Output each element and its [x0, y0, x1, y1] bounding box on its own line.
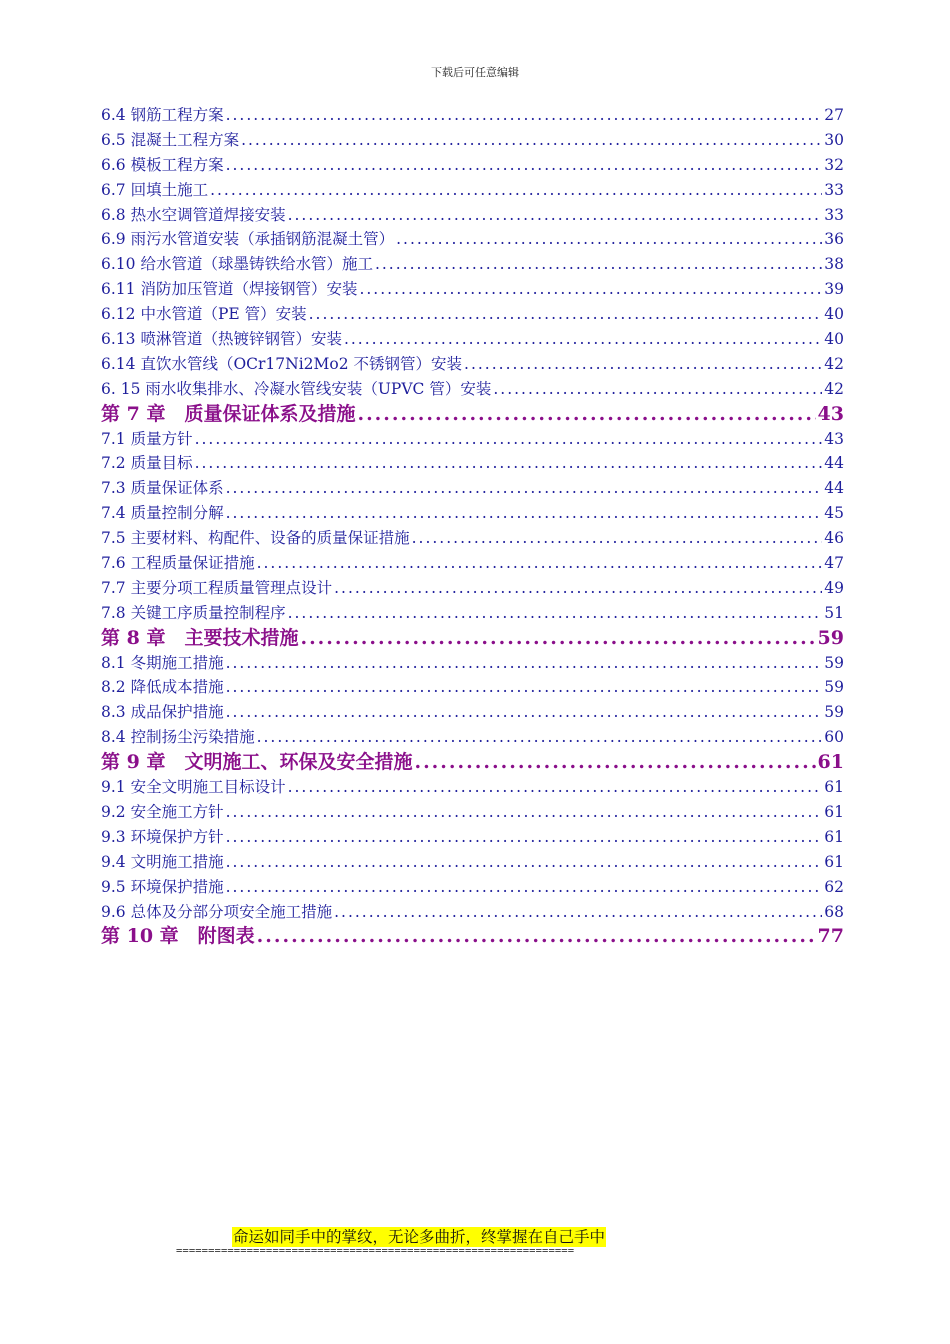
toc-dot-leader — [414, 750, 815, 775]
toc-entry-label: 7.8 关键工序质量控制程序 — [101, 603, 286, 622]
toc-chapter-entry[interactable] — [101, 924, 844, 949]
toc-entry-page-number: 49 — [824, 578, 844, 597]
toc-entry-page-number: 40 — [824, 305, 844, 324]
toc-entry-page-number: 33 — [824, 205, 844, 224]
toc-entry[interactable] — [101, 128, 844, 153]
toc-dot-leader — [334, 900, 822, 925]
toc-dot-leader — [195, 451, 823, 476]
toc-entry[interactable] — [101, 875, 844, 900]
toc-dot-leader — [226, 476, 823, 501]
toc-entry-page-number: 61 — [824, 827, 844, 846]
toc-dot-leader — [195, 427, 823, 452]
toc-dot-leader — [257, 924, 816, 949]
toc-entry-page-number: 51 — [824, 603, 844, 622]
toc-dot-leader — [309, 302, 823, 327]
toc-entry-label: 6.6 模板工程方案 — [101, 155, 224, 174]
toc-entry-page-number: 39 — [824, 280, 844, 299]
toc-dot-leader — [257, 551, 823, 576]
toc-entry-label: 6.5 混凝土工程方案 — [101, 130, 240, 149]
toc-dot-leader — [334, 576, 822, 601]
toc-dot-leader — [226, 103, 823, 128]
toc-dot-leader — [226, 850, 823, 875]
toc-entry[interactable] — [101, 103, 844, 128]
toc-dot-leader — [288, 203, 823, 228]
toc-entry-label: 6. 15 雨水收集排水、冷凝水管线安装（UPVC 管）安装 — [101, 379, 492, 398]
toc-chapter-entry[interactable] — [101, 626, 844, 651]
toc-entry-label: 9.4 文明施工措施 — [101, 852, 224, 871]
toc-entry-page-number: 40 — [824, 330, 844, 349]
toc-dot-leader — [288, 601, 823, 626]
toc-entry[interactable] — [101, 153, 844, 178]
toc-dot-leader — [344, 327, 822, 352]
toc-entry-label: 6.10 给水管道（球墨铸铁给水管）施工 — [101, 255, 373, 274]
toc-entry-label: 8.3 成品保护措施 — [101, 703, 224, 722]
toc-entry-page-number: 61 — [824, 802, 844, 821]
toc-dot-leader — [464, 352, 822, 377]
toc-entry-label: 7.1 质量方针 — [101, 429, 193, 448]
toc-entry-page-number: 45 — [824, 504, 844, 523]
toc-entry[interactable] — [101, 352, 844, 377]
toc-dot-leader — [300, 626, 815, 651]
toc-entry-page-number: 59 — [824, 653, 844, 672]
page-header: 下载后可任意编辑 — [431, 66, 519, 79]
toc-entry-page-number: 43 — [824, 429, 844, 448]
toc-entry-label: 7.4 质量控制分解 — [101, 504, 224, 523]
toc-dot-leader — [241, 128, 822, 153]
toc-entry-label: 7.7 主要分项工程质量管理点设计 — [101, 578, 333, 597]
toc-dot-leader — [257, 725, 823, 750]
toc-entry[interactable] — [101, 377, 844, 402]
toc-entry-label: 6.12 中水管道（PE 管）安装 — [101, 305, 307, 324]
toc-dot-leader — [226, 501, 823, 526]
toc-entry-page-number: 27 — [824, 106, 844, 124]
toc-dot-leader — [226, 153, 823, 178]
toc-entry[interactable] — [101, 277, 844, 302]
toc-entry[interactable] — [101, 327, 844, 352]
toc-entry[interactable] — [101, 601, 844, 626]
toc-entry-label: 7.3 质量保证体系 — [101, 479, 224, 498]
toc-entry[interactable] — [101, 675, 844, 700]
table-of-contents — [101, 103, 844, 949]
toc-entry[interactable] — [101, 451, 844, 476]
toc-entry-page-number: 61 — [824, 852, 844, 871]
toc-entry-page-number: 32 — [824, 155, 844, 174]
toc-entry-page-number: 47 — [824, 554, 844, 573]
toc-entry-page-number: 44 — [824, 454, 844, 473]
toc-entry-page-number: 42 — [824, 379, 844, 398]
toc-entry[interactable] — [101, 725, 844, 750]
toc-entry-label: 6.13 喷淋管道（热镀锌钢管）安装 — [101, 330, 342, 349]
toc-entry-page-number: 61 — [817, 751, 844, 774]
toc-entry-page-number: 77 — [817, 925, 844, 948]
toc-dot-leader — [226, 700, 823, 725]
toc-entry[interactable] — [101, 427, 844, 452]
toc-entry-page-number: 36 — [824, 230, 844, 249]
toc-entry[interactable] — [101, 203, 844, 228]
toc-dot-leader — [359, 277, 822, 302]
toc-entry[interactable] — [101, 900, 844, 925]
toc-entry[interactable] — [101, 850, 844, 875]
toc-entry[interactable] — [101, 825, 844, 850]
toc-entry-page-number: 59 — [817, 626, 844, 649]
toc-entry-label: 7.5 主要材料、构配件、设备的质量保证措施 — [101, 529, 410, 548]
toc-entry-label: 6.9 雨污水管道安装（承插钢筋混凝土管） — [101, 230, 395, 249]
toc-entry-label: 8.4 控制扬尘污染措施 — [101, 728, 255, 747]
toc-dot-leader — [357, 402, 815, 427]
toc-entry-page-number: 61 — [824, 778, 844, 797]
footer-motto: 命运如同手中的掌纹，无论多曲折，终掌握在自己手中 — [233, 1228, 606, 1246]
toc-chapter-entry[interactable] — [101, 402, 844, 427]
toc-entry-label: 8.2 降低成本措施 — [101, 678, 224, 697]
toc-entry-page-number: 43 — [817, 402, 844, 425]
toc-dot-leader — [226, 800, 823, 825]
toc-entry-label: 7.6 工程质量保证措施 — [101, 554, 255, 573]
toc-entry[interactable] — [101, 800, 844, 825]
toc-entry[interactable] — [101, 227, 844, 252]
toc-entry-label: 7.2 质量目标 — [101, 454, 193, 473]
toc-entry-label: 9.1 安全文明施工目标设计 — [101, 778, 286, 797]
toc-entry-label: 8.1 冬期施工措施 — [101, 653, 224, 672]
toc-entry[interactable] — [101, 651, 844, 676]
toc-entry-label: 6.8 热水空调管道焊接安装 — [101, 205, 286, 224]
toc-entry-page-number: 60 — [824, 728, 844, 747]
toc-entry-page-number: 59 — [824, 703, 844, 722]
toc-entry-page-number: 44 — [824, 479, 844, 498]
toc-dot-leader — [288, 775, 823, 800]
toc-entry[interactable] — [101, 178, 844, 203]
toc-entry-page-number: 68 — [824, 902, 844, 921]
toc-entry[interactable] — [101, 775, 844, 800]
toc-entry-label: 6.11 消防加压管道（焊接钢管）安装 — [101, 280, 358, 299]
toc-entry[interactable] — [101, 576, 844, 601]
toc-dot-leader — [412, 526, 823, 551]
toc-entry-label: 9.6 总体及分部分项安全施工措施 — [101, 902, 333, 921]
toc-entry[interactable] — [101, 526, 844, 551]
toc-entry-page-number: 30 — [824, 130, 844, 149]
toc-entry-label: 第 9 章 文明施工、环保及安全措施 — [101, 751, 413, 774]
toc-entry-label: 第 7 章 质量保证体系及措施 — [101, 402, 356, 425]
toc-entry-page-number: 42 — [824, 354, 844, 373]
footer-rule: ============================================================== — [176, 1245, 575, 1257]
toc-dot-leader — [226, 825, 823, 850]
toc-entry-page-number: 33 — [824, 180, 844, 199]
toc-entry-label: 9.3 环境保护方针 — [101, 827, 224, 846]
toc-entry-page-number: 46 — [824, 529, 844, 548]
toc-dot-leader — [396, 227, 822, 252]
toc-dot-leader — [210, 178, 822, 203]
toc-entry-page-number: 62 — [824, 877, 844, 896]
toc-dot-leader — [226, 675, 823, 700]
toc-entry-label: 6.14 直饮水管线（OCr17Ni2Mo2 不锈钢管）安装 — [101, 354, 463, 373]
toc-entry-label: 第 8 章 主要技术措施 — [101, 626, 299, 649]
toc-entry[interactable] — [101, 252, 844, 277]
toc-chapter-entry[interactable] — [101, 750, 844, 775]
toc-entry-page-number: 59 — [824, 678, 844, 697]
toc-entry-page-number: 38 — [824, 255, 844, 274]
toc-dot-leader — [493, 377, 822, 402]
toc-entry[interactable] — [101, 476, 844, 501]
toc-entry[interactable] — [101, 551, 844, 576]
toc-entry[interactable] — [101, 700, 844, 725]
toc-entry-label: 9.2 安全施工方针 — [101, 802, 224, 821]
toc-entry-label: 第 10 章 附图表 — [101, 925, 255, 948]
toc-entry-label: 9.5 环境保护措施 — [101, 877, 224, 896]
toc-dot-leader — [375, 252, 822, 277]
toc-entry[interactable] — [101, 501, 844, 526]
toc-dot-leader — [226, 651, 823, 676]
toc-entry-label: 6.7 回填土施工 — [101, 180, 209, 199]
toc-dot-leader — [226, 875, 823, 900]
toc-entry[interactable] — [101, 302, 844, 327]
toc-entry-label: 6.4 钢筋工程方案 — [101, 106, 224, 124]
